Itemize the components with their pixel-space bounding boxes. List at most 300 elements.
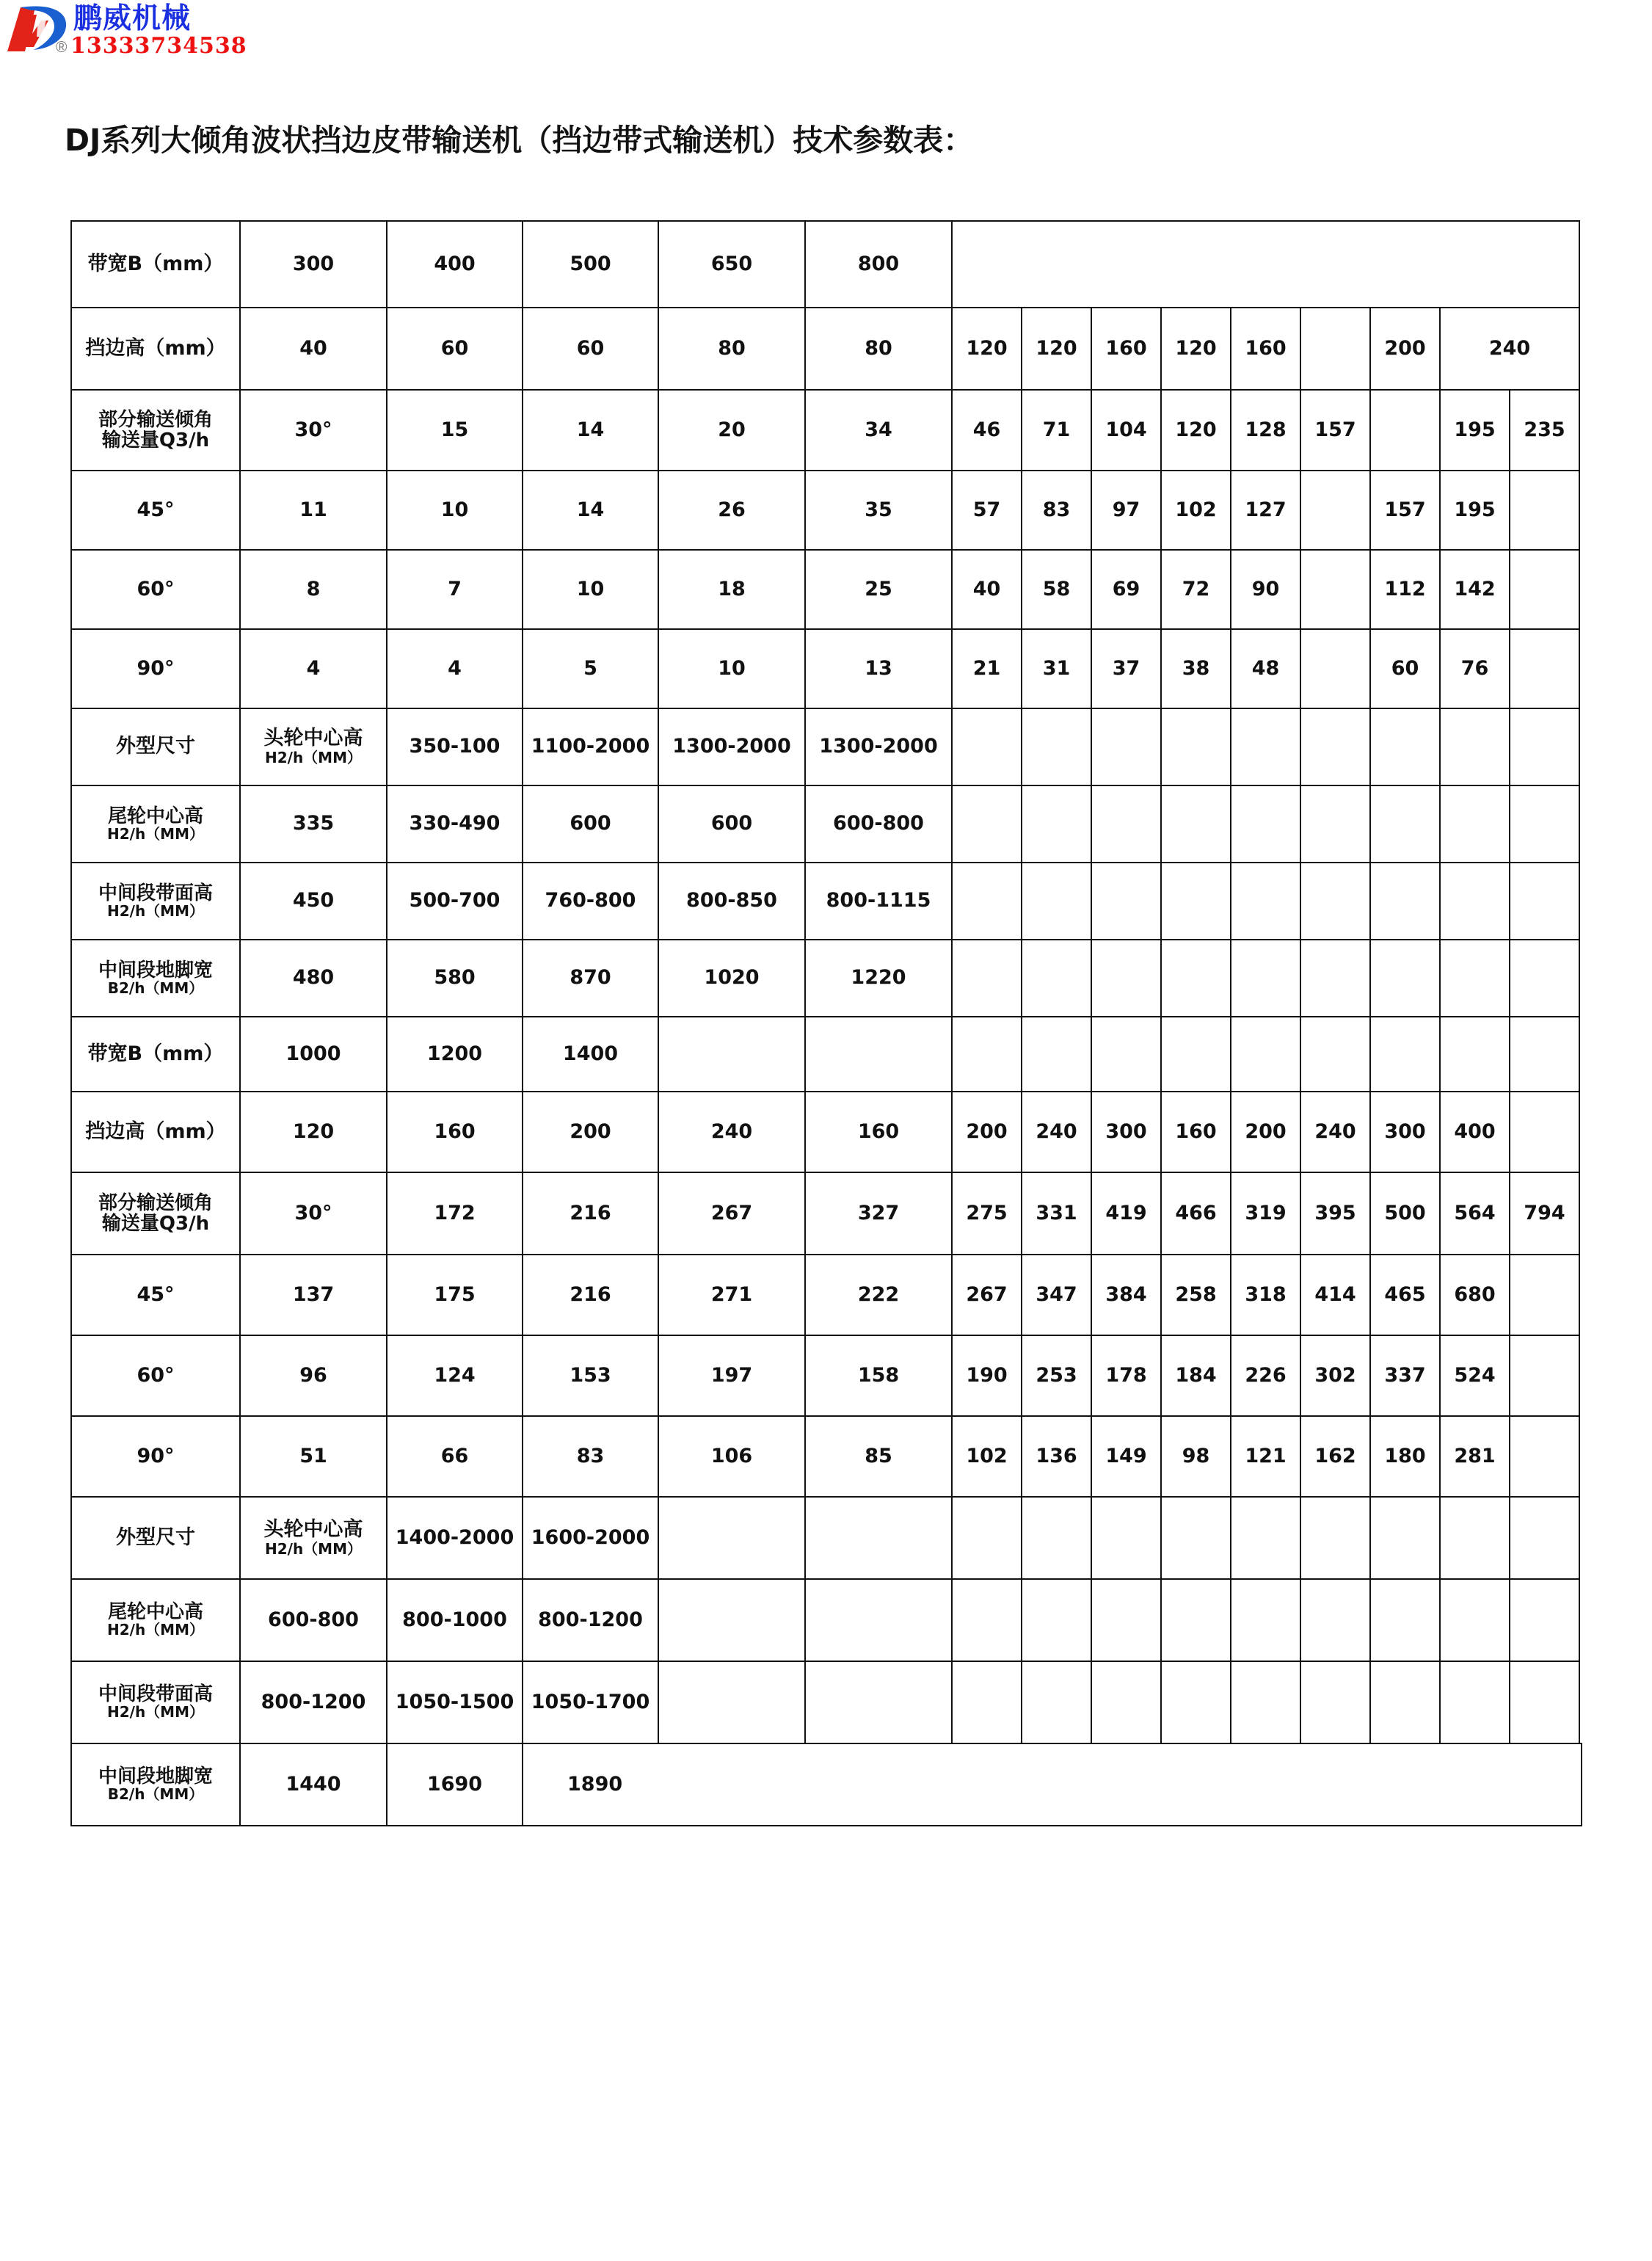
cell-r2-c4: 80 [658,308,805,390]
cell-r19-n6 [1300,1661,1370,1743]
cell-r5-n8: 142 [1440,550,1510,629]
cell-r13-c1: 30° [240,1172,387,1255]
cell-r9-c1: 450 [240,863,387,940]
cell-r6-n3: 37 [1091,629,1161,708]
row-label-angle-60-2: 60° [71,1335,240,1416]
cell-r17-n9 [1510,1497,1579,1579]
cell-r19-c5 [805,1661,952,1743]
cell-r15-c4: 197 [658,1335,805,1416]
row-label-tail-pulley-2 [71,1579,240,1661]
cell-r6-n6 [1300,629,1370,708]
cell-r5-c1: 8 [240,550,387,629]
cell-r12-n5: 200 [1231,1092,1300,1172]
cell-r7-c4: 1300-2000 [658,708,805,785]
row-label-outline-dims-1: 外型尺寸 [71,708,240,785]
cell-r9-n3 [1091,863,1161,940]
cell-r19-c2: 1050-1500 [387,1661,523,1743]
table-row [71,550,1582,629]
row-label-angle-45-1: 45° [71,471,240,550]
cell-r7-n1 [952,708,1022,785]
cell-r9-c3: 760-800 [523,863,658,940]
cell-r2-c5: 80 [805,308,952,390]
table-row [71,785,1582,863]
table-row [71,221,1582,308]
cell-r19-n5 [1231,1661,1300,1743]
cell-r9-n1 [952,863,1022,940]
cell-r14-n3: 384 [1091,1255,1161,1335]
cell-r10-c2: 580 [387,940,523,1017]
tail-pulley-line2: H2/h（MM） [106,824,204,843]
cell-r19-n3 [1091,1661,1161,1743]
cell-r16-c4: 106 [658,1416,805,1497]
cell-r12-c3: 200 [523,1092,658,1172]
cell-r7-n5 [1231,708,1300,785]
table-row [71,1579,1582,1661]
cell-r15-n7: 337 [1370,1335,1440,1416]
cell-r8-n8 [1440,785,1510,863]
cell-r18-c2: 800-1000 [387,1579,523,1661]
tail-pulley-2-line2: H2/h（MM） [106,1621,204,1639]
cell-r13-n9: 794 [1510,1172,1579,1255]
cell-r18-c5 [805,1579,952,1661]
cell-r13-n4: 466 [1161,1172,1231,1255]
mid-belt-line1: 中间段带面高 [98,882,213,904]
row-label-outline-dims-2: 外型尺寸 [71,1497,240,1579]
cell-r8-n4 [1161,785,1231,863]
cell-r2-n5: 160 [1231,308,1300,390]
cell-r7-head-pulley-label [240,708,387,785]
cell-r7-c5: 1300-2000 [805,708,952,785]
cell-r3-n9: 235 [1510,390,1579,471]
brand-name: 鹏威机械 [73,2,192,35]
cell-r2-c2: 60 [387,308,523,390]
cell-r17-c4 [658,1497,805,1579]
table-row [71,390,1582,471]
cell-r6-n4: 38 [1161,629,1231,708]
cell-r6-n9 [1510,629,1579,708]
cell-r10-c1: 480 [240,940,387,1017]
cell-r6-n5: 48 [1231,629,1300,708]
cell-r14-n8: 680 [1440,1255,1510,1335]
cell-r9-n9 [1510,863,1579,940]
row-label-belt-width-2: 带宽B（mm） [71,1017,240,1092]
incline-capacity-2-line2: 输送量Q3/h [101,1213,210,1235]
cell-r10-n1 [952,940,1022,1017]
cell-r18-n8 [1440,1579,1510,1661]
cell-r7-n4 [1161,708,1231,785]
cell-r3-n8: 195 [1440,390,1510,471]
cell-r16-n3: 149 [1091,1416,1161,1497]
table-row [71,1017,1582,1092]
cell-r8-n6 [1300,785,1370,863]
cell-r19-n7 [1370,1661,1440,1743]
cell-r19-n2 [1022,1661,1091,1743]
cell-r17-n5 [1231,1497,1300,1579]
cell-r10-n5 [1231,940,1300,1017]
cell-r2-n7: 200 [1370,308,1440,390]
cell-r15-n5: 226 [1231,1335,1300,1416]
cell-r17-n6 [1300,1497,1370,1579]
cell-r9-n7 [1370,863,1440,940]
cell-r3-n6: 157 [1300,390,1370,471]
cell-r17-n1 [952,1497,1022,1579]
cell-r17-n3 [1091,1497,1161,1579]
cell-r2-n4: 120 [1161,308,1231,390]
cell-r2-c3: 60 [523,308,658,390]
row-label-angle-45-2: 45° [71,1255,240,1335]
cell-r6-c5: 13 [805,629,952,708]
cell-r18-n3 [1091,1579,1161,1661]
table-row [71,1255,1582,1335]
cell-r6-c2: 4 [387,629,523,708]
cell-r7-c2: 350-100 [387,708,523,785]
cell-r2-n3: 160 [1091,308,1161,390]
cell-r1-c4: 650 [658,221,805,308]
cell-r4-c3: 14 [523,471,658,550]
cell-r12-n7: 300 [1370,1092,1440,1172]
cell-r14-n7: 465 [1370,1255,1440,1335]
cell-r4-n5: 127 [1231,471,1300,550]
cell-r8-c5: 600-800 [805,785,952,863]
table-row [71,1335,1582,1416]
cell-r5-n2: 58 [1022,550,1091,629]
cell-r14-c3: 216 [523,1255,658,1335]
cell-r2-n2: 120 [1022,308,1091,390]
cell-r9-n5 [1231,863,1300,940]
cell-r10-n3 [1091,940,1161,1017]
cell-r4-c1: 11 [240,471,387,550]
cell-r15-n4: 184 [1161,1335,1231,1416]
cell-r4-n3: 97 [1091,471,1161,550]
cell-r16-c3: 83 [523,1416,658,1497]
cell-r20-c3: 1890 [523,1743,1582,1826]
head-pulley-line1: 头轮中心高 [263,727,363,750]
cell-r4-n1: 57 [952,471,1022,550]
cell-r12-c1: 120 [240,1092,387,1172]
cell-r11-n1 [952,1017,1022,1092]
cell-r11-n4 [1161,1017,1231,1092]
cell-r19-n9 [1510,1661,1579,1743]
cell-r17-n2 [1022,1497,1091,1579]
cell-r16-n9 [1510,1416,1579,1497]
cell-r18-n2 [1022,1579,1091,1661]
cell-r12-n6: 240 [1300,1092,1370,1172]
cell-r3-c1: 30° [240,390,387,471]
cell-r19-n4 [1161,1661,1231,1743]
company-logo [6,4,314,70]
cell-r19-n1 [952,1661,1022,1743]
cell-r7-n9 [1510,708,1579,785]
cell-r15-n8: 524 [1440,1335,1510,1416]
cell-r4-n9 [1510,471,1579,550]
cell-r1-empty-span [952,221,1579,308]
cell-r11-n6 [1300,1017,1370,1092]
cell-r3-c5: 34 [805,390,952,471]
table-row [71,1172,1582,1255]
cell-r9-n4 [1161,863,1231,940]
cell-r11-n9 [1510,1017,1579,1092]
head-pulley-line2: H2/h（MM） [264,749,362,767]
cell-r11-c2: 1200 [387,1017,523,1092]
mid-foot-2-line2: B2/h（MM） [107,1785,204,1804]
cell-r16-n7: 180 [1370,1416,1440,1497]
cell-r19-c1: 800-1200 [240,1661,387,1743]
registered-mark-icon: ® [56,39,68,56]
cell-r20-c1: 1440 [240,1743,387,1826]
cell-r7-n7 [1370,708,1440,785]
cell-r9-n8 [1440,863,1510,940]
cell-r4-n8: 195 [1440,471,1510,550]
cell-r8-n5 [1231,785,1300,863]
cell-r13-c4: 267 [658,1172,805,1255]
cell-r14-c1: 137 [240,1255,387,1335]
incline-capacity-2-line1: 部分输送倾角 [98,1191,213,1214]
row-label-mid-belt-surface-2 [71,1661,240,1743]
cell-r3-n4: 120 [1161,390,1231,471]
cell-r1-c1: 300 [240,221,387,308]
cell-r18-c3: 800-1200 [523,1579,658,1661]
cell-r13-n1: 275 [952,1172,1022,1255]
cell-r6-c1: 4 [240,629,387,708]
cell-r8-c2: 330-490 [387,785,523,863]
cell-r13-c5: 327 [805,1172,952,1255]
cell-r3-n2: 71 [1022,390,1091,471]
cell-r9-n6 [1300,863,1370,940]
cell-r10-c5: 1220 [805,940,952,1017]
mid-belt-line2: H2/h（MM） [106,901,204,920]
cell-r17-n4 [1161,1497,1231,1579]
cell-r14-n5: 318 [1231,1255,1300,1335]
cell-r15-n3: 178 [1091,1335,1161,1416]
table-row [71,940,1582,1017]
cell-r8-c3: 600 [523,785,658,863]
cell-r18-c4 [658,1579,805,1661]
cell-r12-n1: 200 [952,1092,1022,1172]
row-label-belt-width-1: 带宽B（mm） [71,221,240,308]
cell-r13-n2: 331 [1022,1172,1091,1255]
tail-pulley-2-line1: 尾轮中心高 [107,1601,203,1624]
cell-r8-n3 [1091,785,1161,863]
cell-r7-n8 [1440,708,1510,785]
cell-r16-n5: 121 [1231,1416,1300,1497]
cell-r3-n3: 104 [1091,390,1161,471]
cell-r2-n1: 120 [952,308,1022,390]
cell-r5-c3: 10 [523,550,658,629]
row-label-flange-height-2: 挡边高（mm） [71,1092,240,1172]
cell-r8-n2 [1022,785,1091,863]
cell-r3-n1: 46 [952,390,1022,471]
table-row [71,1416,1582,1497]
cell-r9-c5: 800-1115 [805,863,952,940]
table-row [71,1497,1582,1579]
cell-r10-n7 [1370,940,1440,1017]
tail-pulley-line1: 尾轮中心高 [107,805,203,827]
cell-r7-n6 [1300,708,1370,785]
row-label-mid-foot-width-1 [71,940,240,1017]
head-pulley-2-line1: 头轮中心高 [263,1517,363,1541]
spec-table-container [70,220,1582,1826]
cell-r5-n5: 90 [1231,550,1300,629]
cell-r4-n7: 157 [1370,471,1440,550]
cell-r5-c5: 25 [805,550,952,629]
cell-r3-c2: 15 [387,390,523,471]
cell-r8-c1: 335 [240,785,387,863]
cell-r5-n9 [1510,550,1579,629]
cell-r9-n2 [1022,863,1091,940]
cell-r5-n1: 40 [952,550,1022,629]
cell-r3-c3: 14 [523,390,658,471]
cell-r6-c3: 5 [523,629,658,708]
cell-r11-n3 [1091,1017,1161,1092]
cell-r4-c4: 26 [658,471,805,550]
cell-r9-c4: 800-850 [658,863,805,940]
cell-r13-n7: 500 [1370,1172,1440,1255]
cell-r16-c5: 85 [805,1416,952,1497]
cell-r11-n8 [1440,1017,1510,1092]
table-row [71,629,1582,708]
table-row [71,1661,1582,1743]
cell-r17-c3: 1600-2000 [523,1497,658,1579]
row-label-angle-90-2: 90° [71,1416,240,1497]
row-label-angle-90-1: 90° [71,629,240,708]
cell-r14-c4: 271 [658,1255,805,1335]
table-row [71,471,1582,550]
cell-r16-n4: 98 [1161,1416,1231,1497]
cell-r14-n6: 414 [1300,1255,1370,1335]
cell-r8-n7 [1370,785,1440,863]
cell-r1-c3: 500 [523,221,658,308]
cell-r5-c2: 7 [387,550,523,629]
cell-r8-c4: 600 [658,785,805,863]
cell-r7-c3: 1100-2000 [523,708,658,785]
cell-r8-n1 [952,785,1022,863]
cell-r20-c2: 1690 [387,1743,523,1826]
table-row [71,308,1582,390]
cell-r13-n3: 419 [1091,1172,1161,1255]
incline-capacity-line1: 部分输送倾角 [98,408,213,431]
cell-r6-n2: 31 [1022,629,1091,708]
cell-r14-n1: 267 [952,1255,1022,1335]
cell-r3-n7 [1370,390,1440,471]
cell-r2-n8: 240 [1440,308,1579,390]
cell-r18-n9 [1510,1579,1579,1661]
brand-phone: 13333734538 [70,33,247,59]
row-label-flange-height-1: 挡边高（mm） [71,308,240,390]
cell-r12-c5: 160 [805,1092,952,1172]
mid-belt-2-line1: 中间段带面高 [98,1683,213,1706]
cell-r10-n2 [1022,940,1091,1017]
cell-r15-c5: 158 [805,1335,952,1416]
cell-r4-c5: 35 [805,471,952,550]
cell-r12-n2: 240 [1022,1092,1091,1172]
cell-r15-n1: 190 [952,1335,1022,1416]
cell-r12-n8: 400 [1440,1092,1510,1172]
cell-r6-n1: 21 [952,629,1022,708]
cell-r18-n6 [1300,1579,1370,1661]
cell-r6-c4: 10 [658,629,805,708]
cell-r14-n4: 258 [1161,1255,1231,1335]
cell-r11-c3: 1400 [523,1017,658,1092]
cell-r16-c2: 66 [387,1416,523,1497]
cell-r4-c2: 10 [387,471,523,550]
cell-r6-n8: 76 [1440,629,1510,708]
cell-r2-n6 [1300,308,1370,390]
cell-r18-n4 [1161,1579,1231,1661]
mid-foot-line2: B2/h（MM） [107,979,204,997]
cell-r15-n9 [1510,1335,1579,1416]
cell-r14-n2: 347 [1022,1255,1091,1335]
row-label-incline-capacity-2 [71,1172,240,1255]
cell-r11-n5 [1231,1017,1300,1092]
cell-r14-c5: 222 [805,1255,952,1335]
cell-r16-n2: 136 [1022,1416,1091,1497]
cell-r18-c1: 600-800 [240,1579,387,1661]
technical-parameters-table [70,220,1582,1826]
row-label-angle-60-1: 60° [71,550,240,629]
row-label-mid-foot-width-2 [71,1743,240,1826]
cell-r11-n7 [1370,1017,1440,1092]
cell-r13-c2: 172 [387,1172,523,1255]
cell-r16-n6: 162 [1300,1416,1370,1497]
cell-r7-n3 [1091,708,1161,785]
cell-r17-head-pulley-label [240,1497,387,1579]
cell-r5-c4: 18 [658,550,805,629]
cell-r5-n4: 72 [1161,550,1231,629]
page-title: DJ系列大倾角波状挡边皮带输送机（挡边带式输送机）技术参数表： [65,123,974,158]
cell-r11-c1: 1000 [240,1017,387,1092]
cell-r19-n8 [1440,1661,1510,1743]
cell-r11-n2 [1022,1017,1091,1092]
cell-r10-n9 [1510,940,1579,1017]
cell-r5-n7: 112 [1370,550,1440,629]
cell-r12-n4: 160 [1161,1092,1231,1172]
cell-r9-c2: 500-700 [387,863,523,940]
row-label-mid-belt-surface-1 [71,863,240,940]
cell-r12-c4: 240 [658,1092,805,1172]
cell-r18-n5 [1231,1579,1300,1661]
table-row [71,863,1582,940]
cell-r13-n8: 564 [1440,1172,1510,1255]
cell-r7-n2 [1022,708,1091,785]
cell-r16-n1: 102 [952,1416,1022,1497]
cell-r15-n6: 302 [1300,1335,1370,1416]
row-label-incline-capacity-1 [71,390,240,471]
cell-r1-c5: 800 [805,221,952,308]
cell-r5-n3: 69 [1091,550,1161,629]
table-row [71,708,1582,785]
cell-r10-n4 [1161,940,1231,1017]
cell-r19-c4 [658,1661,805,1743]
cell-r18-n1 [952,1579,1022,1661]
cell-r15-c3: 153 [523,1335,658,1416]
cell-r2-c1: 40 [240,308,387,390]
cell-r15-n2: 253 [1022,1335,1091,1416]
cell-r3-n5: 128 [1231,390,1300,471]
cell-r1-c2: 400 [387,221,523,308]
cell-r14-n9 [1510,1255,1579,1335]
cell-r10-c4: 1020 [658,940,805,1017]
cell-r10-n6 [1300,940,1370,1017]
cell-r16-c1: 51 [240,1416,387,1497]
cell-r18-n7 [1370,1579,1440,1661]
cell-r8-n9 [1510,785,1579,863]
cell-r17-c5 [805,1497,952,1579]
cell-r15-c1: 96 [240,1335,387,1416]
cell-r14-c2: 175 [387,1255,523,1335]
cell-r5-n6 [1300,550,1370,629]
head-pulley-2-line2: H2/h（MM） [264,1539,362,1558]
cell-r11-c5 [805,1017,952,1092]
